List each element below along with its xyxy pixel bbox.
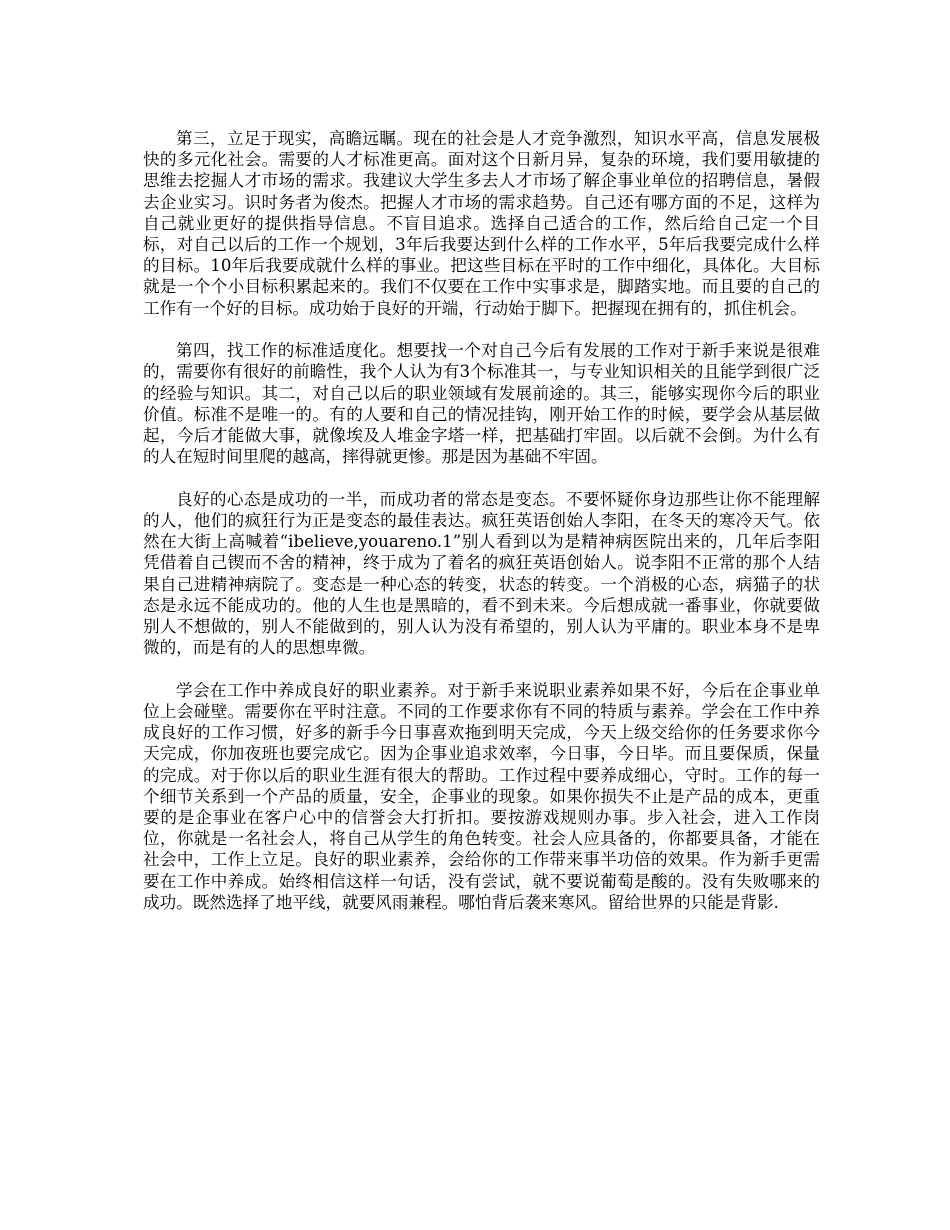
- paragraph-fourth-point: 第四，找工作的标准适度化。想要找一个对自己今后有发展的工作对于新手来说是很难的，需要你有很好的前瞻性，我个人认为有3个标准其一，与专业知识相关的且能学到很广泛的经验与知识。其二，对自己以后的职业领域有发展前途的。其三，能够实现你今后的职业价值。标准不是唯一的。有的人要和自己的情况挂钩，刚开始工作的时候，要学会从基层做起，今后才能做大事，就像埃及人堆金字塔一样，把基础打牢固。以后就不会倒。为什么有的人在短时间里爬的越高，摔得就更惨。那是因为基础不牢固。: [143, 341, 820, 467]
- document-page: [143, 128, 820, 913]
- paragraph-third-point: 第三，立足于现实，高瞻远瞩。现在的社会是人才竞争激烈，知识水平高，信息发展极快的多元化社会。需要的人才标准更高。面对这个日新月异，复杂的环境，我们要用敏捷的思维去挖掘人才市场的需求。我建议大学生多去人才市场了解企事业单位的招聘信息，暑假去企业实习。识时务者为俊杰。把握人才市场的需求趋势。自己还有哪方面的不足，这样为自己就业更好的提供指导信息。不盲目追求。选择自己适合的工作，然后给自己定一个目标，对自己以后的工作一个规划，3年后我要达到什么样的工作水平，5年后我要完成什么样的目标。10年后我要成就什么样的事业。把这些目标在平时的工作中细化，具体化。大目标就是一个个小目标积累起来的。我们不仅要在工作中实事求是，脚踏实地。而且要的自己的工作有一个好的目标。成功始于良好的开端，行动始于脚下。把握现在拥有的，抓住机会。: [143, 129, 820, 318]
- paragraph-professionalism: 学会在工作中养成良好的职业素养。对于新手来说职业素养如果不好，今后在企事业单位上会碰壁。需要你在平时注意。不同的工作要求你有不同的特质与素养。学会在工作中养成良好的工作习惯，好多的新手今日事喜欢拖到明天完成，今天上级交给你的任务要求你今天完成，你加夜班也要完成它。因为企事业追求效率，今日事，今日毕。而且要保质，保量的完成。对于你以后的职业生涯有很大的帮助。工作过程中要养成细心，守时。工作的每一个细节关系到一个产品的质量，安全，企事业的现象。如果你损失不止是产品的成本，更重要的是企事业在客户心中的信誉会大打折扣。要按游戏规则办事。步入社会，进入工作岗位，你就是一名社会人，将自己从学生的角色转变。社会人应具备的，你都要具备，才能在社会中，工作上立足。良好的职业素养，会给你的工作带来事半功倍的效果。作为新手更需要在工作中养成。始终相信这样一句话，没有尝试，就不要说葡萄是酸的。没有失败哪来的成功。既然选择了地平线，就要风雨兼程。哪怕背后袭来寒风。留给世界的只能是背影.: [143, 680, 820, 912]
- paragraph-mindset: 良好的心态是成功的一半，而成功者的常态是变态。不要怀疑你身边那些让你不能理解的人，他们的疯狂行为正是变态的最佳表达。疯狂英语创始人李阳，在冬天的寒冷天气。依然在大街上高喊着“ibelieve,youareno.1”别人看到以为是精神病医院出来的，几年后李阳凭借着自己锲而不舍的精神，终于成为了着名的疯狂英语创始人。说李阳不正常的那个人结果自己进精神病院了。变态是一种心态的转变，状态的转变。一个消极的心态，病猫子的状态是永远不能成功的。他的人生也是黑暗的，看不到未来。今后想成就一番事业，你就要做别人不想做的，别人不能做到的，别人认为没有希望的，别人认为平庸的。职业本身不是卑微的，而是有的人的思想卑微。: [143, 489, 820, 658]
